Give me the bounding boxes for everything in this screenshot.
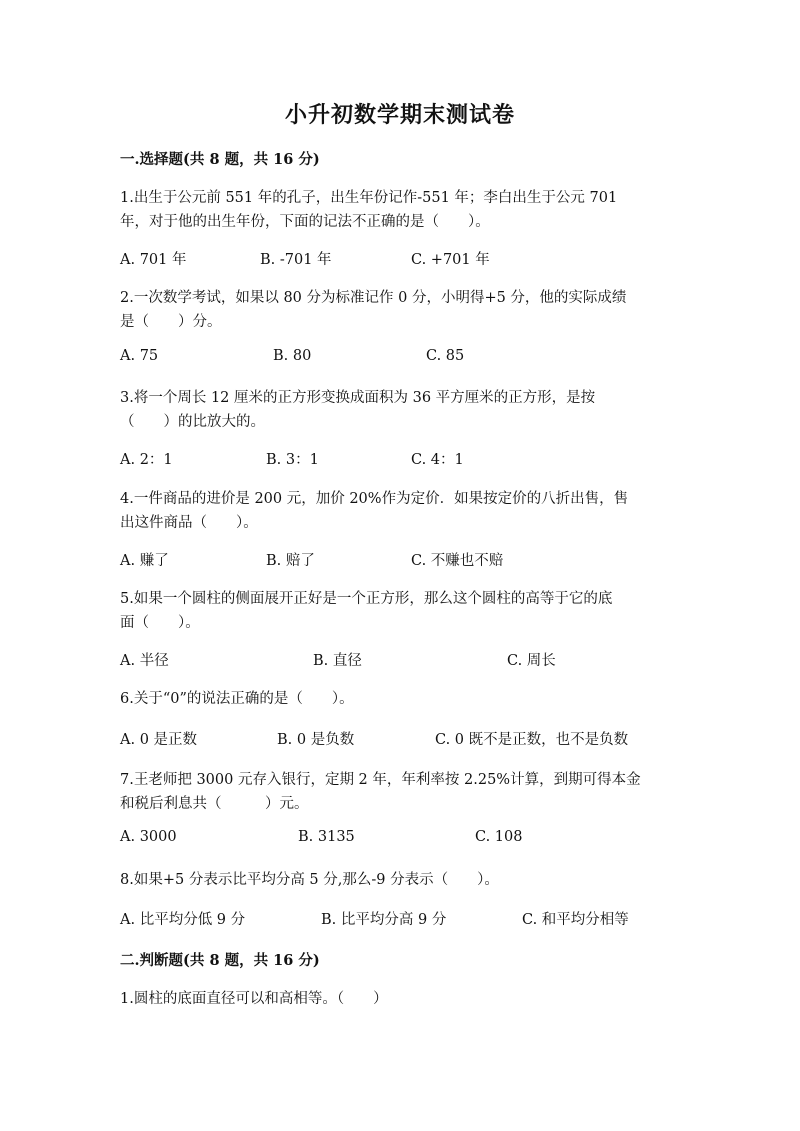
question-line: 3.将一个周长 12 厘米的正方形变换成面积为 36 平方厘米的正方形，是按: [120, 390, 596, 406]
question-4: [120, 487, 680, 535]
question-5: [120, 587, 680, 635]
option-a[interactable]: A. 比平均分低 9 分: [120, 912, 246, 928]
option-b[interactable]: B. 0 是负数: [277, 732, 355, 748]
option-c[interactable]: C. 周长: [507, 653, 556, 669]
option-b[interactable]: B. -701 年: [260, 252, 332, 268]
question-line: 2.一次数学考试，如果以 80 分为标准记作 0 分，小明得+5 分，他的实际成绩: [120, 290, 627, 306]
option-a[interactable]: A. 赚了: [120, 553, 169, 569]
question-line: 出这件商品（ ）。: [120, 515, 258, 531]
option-a[interactable]: A. 2：1: [120, 452, 173, 468]
option-a[interactable]: A. 3000: [120, 829, 177, 845]
options-2: [120, 348, 680, 370]
question-1: [120, 186, 680, 234]
option-c[interactable]: C. 4：1: [411, 452, 464, 468]
question-6: [120, 687, 680, 711]
options-6: [120, 728, 680, 750]
question-7: [120, 768, 680, 816]
option-a[interactable]: A. 0 是正数: [120, 732, 198, 748]
question-line: 4.一件商品的进价是 200 元，加价 20%作为定价．如果按定价的八折出售，售: [120, 491, 629, 507]
question-line: 是（ ）分。: [120, 314, 222, 330]
judge-question-1: [120, 987, 680, 1011]
option-a[interactable]: A. 75: [120, 348, 159, 364]
option-b[interactable]: B. 3：1: [266, 452, 319, 468]
question-line: 面（ ）。: [120, 615, 200, 631]
option-b[interactable]: B. 赔了: [266, 553, 315, 569]
option-a[interactable]: A. 701 年: [120, 252, 187, 268]
question-line: 年，对于他的出生年份，下面的记法不正确的是（ ）。: [120, 214, 490, 230]
options-3: [120, 448, 680, 470]
section-heading-judge: 二.判断题(共 8 题，共 16 分): [120, 952, 320, 969]
page-title: 小升初数学期末测试卷: [284, 102, 515, 128]
question-2: [120, 286, 680, 334]
option-b[interactable]: B. 80: [273, 348, 312, 364]
question-line: 5.如果一个圆柱的侧面展开正好是一个正方形，那么这个圆柱的高等于它的底: [120, 591, 613, 607]
question-line: 1.出生于公元前 551 年的孔子，出生年份记作-551 年；李白出生于公元 701: [120, 190, 618, 206]
options-1: [120, 248, 680, 270]
option-c[interactable]: C. +701 年: [411, 252, 490, 268]
options-8: [120, 908, 680, 930]
option-a[interactable]: A. 半径: [120, 653, 169, 669]
option-b[interactable]: B. 3135: [298, 829, 355, 845]
options-7: [120, 829, 680, 851]
question-line: 1.圆柱的底面直径可以和高相等。（ ）: [120, 991, 388, 1007]
section-heading-choice: 一.选择题(共 8 题，共 16 分): [120, 151, 320, 168]
option-c[interactable]: C. 108: [475, 829, 523, 845]
option-c[interactable]: C. 和平均分相等: [522, 912, 629, 928]
question-8: [120, 868, 680, 892]
option-c[interactable]: C. 0 既不是正数，也不是负数: [435, 732, 629, 748]
question-line: 7.王老师把 3000 元存入银行，定期 2 年，年利率按 2.25%计算，到期可得本金: [120, 772, 641, 788]
options-4: [120, 549, 680, 571]
options-5: [120, 649, 680, 671]
question-line: 6.关于“0”的说法正确的是（ ）。: [120, 691, 354, 707]
question-line: （ ）的比放大的。: [120, 414, 265, 430]
question-3: [120, 386, 680, 434]
option-b[interactable]: B. 比平均分高 9 分: [321, 912, 447, 928]
question-line: 8.如果+5 分表示比平均分高 5 分,那么-9 分表示（ ）。: [120, 872, 499, 888]
question-line: 和税后利息共（ ）元。: [120, 796, 309, 812]
option-c[interactable]: C. 85: [426, 348, 465, 364]
option-b[interactable]: B. 直径: [313, 653, 362, 669]
option-c[interactable]: C. 不赚也不赔: [411, 553, 504, 569]
